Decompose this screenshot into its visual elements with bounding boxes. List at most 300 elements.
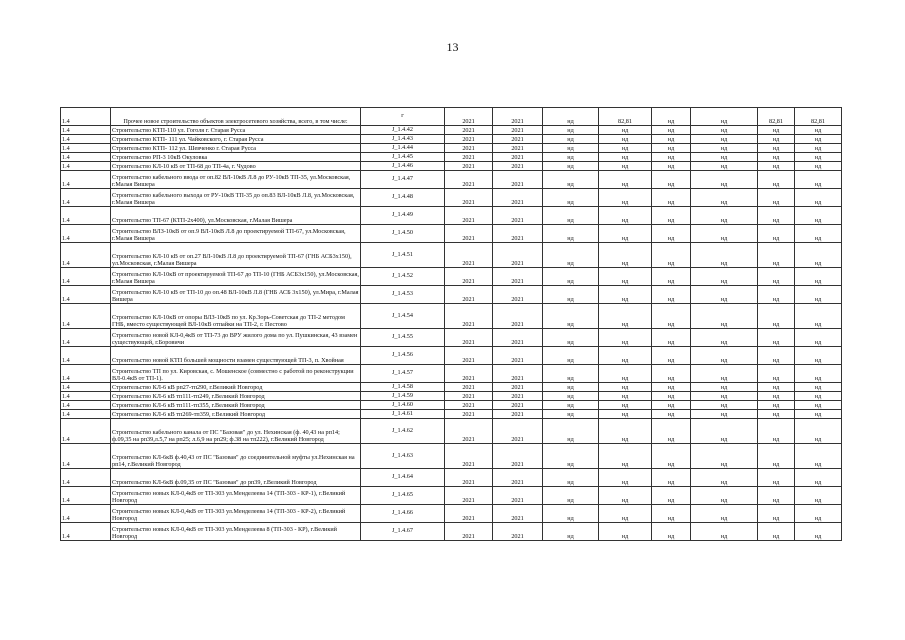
value-cell: нд bbox=[691, 304, 758, 329]
end-year-cell: 2021 bbox=[493, 243, 543, 268]
value-cell: нд bbox=[543, 225, 599, 243]
value-cell: нд bbox=[691, 444, 758, 469]
start-year-cell: 2021 bbox=[445, 401, 493, 410]
project-code-cell: J_1.4.63 bbox=[361, 444, 445, 469]
start-year-cell: 2021 bbox=[445, 419, 493, 444]
section-cell: 1.4 bbox=[61, 171, 111, 189]
value-cell: нд bbox=[652, 410, 691, 419]
section-cell: 1.4 bbox=[61, 225, 111, 243]
project-code-cell: J_1.4.50 bbox=[361, 225, 445, 243]
value-cell: нд bbox=[599, 144, 652, 153]
value-cell: нд bbox=[543, 153, 599, 162]
table-row bbox=[61, 171, 842, 189]
value-cell: нд bbox=[652, 444, 691, 469]
value-cell: нд bbox=[758, 419, 795, 444]
project-code-cell: J_1.4.43 bbox=[361, 135, 445, 144]
section-cell: 1.4 bbox=[61, 286, 111, 304]
end-year-cell: 2021 bbox=[493, 365, 543, 383]
value-cell: нд bbox=[691, 189, 758, 207]
start-year-cell: 2021 bbox=[445, 392, 493, 401]
value-cell: нд bbox=[543, 189, 599, 207]
project-code-cell: J_1.4.54 bbox=[361, 304, 445, 329]
value-cell: нд bbox=[652, 469, 691, 487]
value-cell: нд bbox=[691, 392, 758, 401]
value-cell: нд bbox=[691, 225, 758, 243]
value-cell: нд bbox=[691, 268, 758, 286]
end-year-cell: 2021 bbox=[493, 135, 543, 144]
start-year-cell: 2021 bbox=[445, 268, 493, 286]
value-cell: нд bbox=[543, 419, 599, 444]
value-cell: нд bbox=[795, 505, 842, 523]
end-year-cell: 2021 bbox=[493, 126, 543, 135]
value-cell: нд bbox=[599, 268, 652, 286]
project-code-cell: J_1.4.53 bbox=[361, 286, 445, 304]
table-row bbox=[61, 286, 842, 304]
table-row bbox=[61, 162, 842, 171]
end-year-cell: 2021 bbox=[493, 153, 543, 162]
start-year-cell: 2021 bbox=[445, 243, 493, 268]
value-cell: нд bbox=[599, 487, 652, 505]
project-name-cell: Строительство КЛ-6кВ ф.40,43 от ПС "Базовая" до соединительной муфты ул.Нехинская на рп14, г.Великий Новгород bbox=[111, 444, 361, 469]
value-cell: нд bbox=[795, 153, 842, 162]
value-cell: нд bbox=[795, 383, 842, 392]
table-row bbox=[61, 469, 842, 487]
value-cell: нд bbox=[795, 286, 842, 304]
value-cell: нд bbox=[599, 126, 652, 135]
value-cell: нд bbox=[758, 126, 795, 135]
value-cell: нд bbox=[795, 225, 842, 243]
value-cell: нд bbox=[652, 329, 691, 347]
project-name-cell: Строительство КЛ-6 кВ тп111-тп249, г.Великий Новгород bbox=[111, 392, 361, 401]
value-cell: нд bbox=[691, 329, 758, 347]
end-year-cell: 2021 bbox=[493, 108, 543, 126]
project-name-cell: Строительство кабельного ввода от оп.82 ВЛ-10кВ Л.8 до РУ-10кВ ТП-35, ул.Московская, г.Малая Вишера bbox=[111, 171, 361, 189]
table-row bbox=[61, 347, 842, 365]
investment-table bbox=[60, 107, 842, 541]
value-cell: нд bbox=[652, 207, 691, 225]
value-cell: нд bbox=[543, 144, 599, 153]
value-cell: нд bbox=[691, 469, 758, 487]
table-row bbox=[61, 329, 842, 347]
value-cell: нд bbox=[543, 444, 599, 469]
project-code-cell: J_1.4.58 bbox=[361, 383, 445, 392]
value-cell: нд bbox=[691, 365, 758, 383]
project-code-cell: J_1.4.47 bbox=[361, 171, 445, 189]
project-code-cell: J_1.4.52 bbox=[361, 268, 445, 286]
value-cell: нд bbox=[758, 329, 795, 347]
section-cell: 1.4 bbox=[61, 419, 111, 444]
end-year-cell: 2021 bbox=[493, 419, 543, 444]
start-year-cell: 2021 bbox=[445, 144, 493, 153]
value-cell: нд bbox=[543, 410, 599, 419]
project-code-cell: J_1.4.65 bbox=[361, 487, 445, 505]
end-year-cell: 2021 bbox=[493, 401, 543, 410]
value-cell: 82,81 bbox=[758, 108, 795, 126]
value-cell: нд bbox=[543, 268, 599, 286]
value-cell: нд bbox=[652, 392, 691, 401]
value-cell: нд bbox=[599, 383, 652, 392]
end-year-cell: 2021 bbox=[493, 304, 543, 329]
value-cell: нд bbox=[795, 401, 842, 410]
value-cell: нд bbox=[599, 401, 652, 410]
value-cell: нд bbox=[652, 347, 691, 365]
value-cell: нд bbox=[795, 126, 842, 135]
project-code-cell: J_1.4.51 bbox=[361, 243, 445, 268]
value-cell: нд bbox=[652, 243, 691, 268]
value-cell: нд bbox=[795, 347, 842, 365]
section-cell: 1.4 bbox=[61, 207, 111, 225]
value-cell: нд bbox=[691, 144, 758, 153]
project-code-cell: J_1.4.59 bbox=[361, 392, 445, 401]
project-code-cell: J_1.4.46 bbox=[361, 162, 445, 171]
start-year-cell: 2021 bbox=[445, 304, 493, 329]
project-name-cell: Прочее новое строительство объектов электросетевого хозяйства, всего, в том числе: bbox=[111, 108, 361, 126]
table-row bbox=[61, 126, 842, 135]
start-year-cell: 2021 bbox=[445, 153, 493, 162]
project-name-cell: Строительство КТП- 112 ул. Шевченко г. Старая Русса bbox=[111, 144, 361, 153]
value-cell: нд bbox=[795, 268, 842, 286]
value-cell: нд bbox=[652, 144, 691, 153]
end-year-cell: 2021 bbox=[493, 268, 543, 286]
value-cell: нд bbox=[758, 383, 795, 392]
value-cell: нд bbox=[543, 523, 599, 541]
start-year-cell: 2021 bbox=[445, 329, 493, 347]
section-cell: 1.4 bbox=[61, 153, 111, 162]
value-cell: нд bbox=[543, 347, 599, 365]
section-cell: 1.4 bbox=[61, 505, 111, 523]
start-year-cell: 2021 bbox=[445, 162, 493, 171]
end-year-cell: 2021 bbox=[493, 189, 543, 207]
value-cell: нд bbox=[691, 135, 758, 144]
project-name-cell: Строительство КЛ-10 кВ от оп.27 ВЛ-10кВ Л.8 до проектируемой ТП-67 (ГНБ АСБ3х150), ул.Московская, г.Малая Вишера bbox=[111, 243, 361, 268]
value-cell: нд bbox=[795, 162, 842, 171]
value-cell: нд bbox=[691, 286, 758, 304]
value-cell: нд bbox=[543, 135, 599, 144]
project-code-cell: J_1.4.61 bbox=[361, 410, 445, 419]
end-year-cell: 2021 bbox=[493, 162, 543, 171]
start-year-cell: 2021 bbox=[445, 171, 493, 189]
end-year-cell: 2021 bbox=[493, 383, 543, 392]
value-cell: нд bbox=[691, 487, 758, 505]
value-cell: нд bbox=[795, 419, 842, 444]
project-name-cell: Строительство КЛ-6 кВ рп27-тп290, г.Великий Новгород bbox=[111, 383, 361, 392]
value-cell: нд bbox=[758, 171, 795, 189]
table-row bbox=[61, 410, 842, 419]
value-cell: нд bbox=[691, 410, 758, 419]
section-cell: 1.4 bbox=[61, 365, 111, 383]
section-cell: 1.4 bbox=[61, 126, 111, 135]
value-cell: нд bbox=[652, 401, 691, 410]
project-name-cell: Строительство КЛ-6 кВ тп111-тп355, г.Великий Новгород bbox=[111, 401, 361, 410]
project-name-cell: Строительство новых КЛ-0,4кВ от ТП-303 ул.Менделеева 14 (ТП-303 - КР-1), г.Великий Новгород bbox=[111, 487, 361, 505]
value-cell: нд bbox=[691, 347, 758, 365]
project-name-cell: Строительство КЛ-10 кВ от ТП-68 до ТП-4а, г. Чудово bbox=[111, 162, 361, 171]
value-cell: нд bbox=[599, 392, 652, 401]
value-cell: нд bbox=[599, 365, 652, 383]
section-cell: 1.4 bbox=[61, 144, 111, 153]
project-name-cell: Строительство новых КЛ-0,4кВ от ТП-303 ул.Менделеева 14 (ТП-303 - КР-2), г.Великий Новгород bbox=[111, 505, 361, 523]
value-cell: нд bbox=[758, 162, 795, 171]
section-cell: 1.4 bbox=[61, 189, 111, 207]
table-row bbox=[61, 189, 842, 207]
value-cell: нд bbox=[652, 108, 691, 126]
start-year-cell: 2021 bbox=[445, 286, 493, 304]
value-cell: нд bbox=[795, 189, 842, 207]
table-row bbox=[61, 135, 842, 144]
project-code-cell: J_1.4.44 bbox=[361, 144, 445, 153]
value-cell: нд bbox=[599, 153, 652, 162]
value-cell: нд bbox=[543, 207, 599, 225]
value-cell: нд bbox=[599, 243, 652, 268]
page-number: 13 bbox=[446, 40, 459, 54]
start-year-cell: 2021 bbox=[445, 108, 493, 126]
value-cell: нд bbox=[795, 523, 842, 541]
value-cell: нд bbox=[599, 304, 652, 329]
value-cell: нд bbox=[691, 153, 758, 162]
table-row bbox=[61, 207, 842, 225]
section-cell: 1.4 bbox=[61, 243, 111, 268]
end-year-cell: 2021 bbox=[493, 523, 543, 541]
value-cell: нд bbox=[599, 410, 652, 419]
project-code-cell: J_1.4.45 bbox=[361, 153, 445, 162]
project-code-cell: J_1.4.66 bbox=[361, 505, 445, 523]
value-cell: нд bbox=[543, 505, 599, 523]
value-cell: нд bbox=[652, 171, 691, 189]
project-name-cell: Строительство новой КТП большей мощности взамен существующей ТП-3, п. Хвойная bbox=[111, 347, 361, 365]
project-code-cell: J_1.4.48 bbox=[361, 189, 445, 207]
project-name-cell: Строительство ВЛЗ-10кВ от оп.9 ВЛ-10кВ Л.8 до проектируемой ТП-67, ул.Московская, г.Малая Вишера bbox=[111, 225, 361, 243]
project-name-cell: Строительство КТП- 111 ул. Чайковского, г. Старая Русса bbox=[111, 135, 361, 144]
value-cell: нд bbox=[652, 383, 691, 392]
value-cell: нд bbox=[691, 126, 758, 135]
value-cell: нд bbox=[691, 523, 758, 541]
value-cell: нд bbox=[543, 401, 599, 410]
section-cell: 1.4 bbox=[61, 392, 111, 401]
value-cell: нд bbox=[543, 108, 599, 126]
value-cell: нд bbox=[691, 505, 758, 523]
value-cell: нд bbox=[599, 419, 652, 444]
value-cell: нд bbox=[599, 469, 652, 487]
section-cell: 1.4 bbox=[61, 347, 111, 365]
project-name-cell: Строительство новых КЛ-0,4кВ от ТП-303 ул.Менделеева 8 (ТП-303 - КР), г.Великий Новгород bbox=[111, 523, 361, 541]
section-cell: 1.4 bbox=[61, 108, 111, 126]
section-cell: 1.4 bbox=[61, 444, 111, 469]
value-cell: нд bbox=[691, 108, 758, 126]
value-cell: нд bbox=[543, 383, 599, 392]
value-cell: нд bbox=[691, 207, 758, 225]
end-year-cell: 2021 bbox=[493, 487, 543, 505]
project-name-cell: Строительство КЛ-6 кВ тп269-тп359, г.Великий Новгород bbox=[111, 410, 361, 419]
value-cell: нд bbox=[691, 383, 758, 392]
value-cell: нд bbox=[543, 286, 599, 304]
value-cell: нд bbox=[652, 365, 691, 383]
end-year-cell: 2021 bbox=[493, 469, 543, 487]
table-row bbox=[61, 108, 842, 126]
section-cell: 1.4 bbox=[61, 135, 111, 144]
value-cell: нд bbox=[795, 171, 842, 189]
table-row bbox=[61, 304, 842, 329]
section-cell: 1.4 bbox=[61, 523, 111, 541]
value-cell: нд bbox=[795, 144, 842, 153]
value-cell: нд bbox=[652, 304, 691, 329]
value-cell: нд bbox=[599, 171, 652, 189]
value-cell: нд bbox=[758, 268, 795, 286]
table-body bbox=[61, 108, 842, 541]
value-cell: нд bbox=[795, 410, 842, 419]
section-cell: 1.4 bbox=[61, 383, 111, 392]
value-cell: нд bbox=[652, 225, 691, 243]
section-cell: 1.4 bbox=[61, 162, 111, 171]
value-cell: нд bbox=[599, 162, 652, 171]
start-year-cell: 2021 bbox=[445, 383, 493, 392]
end-year-cell: 2021 bbox=[493, 171, 543, 189]
section-cell: 1.4 bbox=[61, 268, 111, 286]
value-cell: нд bbox=[599, 286, 652, 304]
project-name-cell: Строительство КЛ-10 кВ от ТП-10 до оп.48 ВЛ-10кВ Л.8 (ГНБ АСБ 3х150), ул.Мира, г.Малая Вишера bbox=[111, 286, 361, 304]
value-cell: нд bbox=[795, 329, 842, 347]
table-row bbox=[61, 243, 842, 268]
table-row bbox=[61, 444, 842, 469]
value-cell: нд bbox=[543, 487, 599, 505]
project-code-cell: J_1.4.57 bbox=[361, 365, 445, 383]
project-name-cell: Строительство КТП-110 ул. Гоголя г. Старая Русса bbox=[111, 126, 361, 135]
project-code-cell: г bbox=[361, 108, 445, 126]
project-code-cell: J_1.4.42 bbox=[361, 126, 445, 135]
table-row bbox=[61, 153, 842, 162]
table-row bbox=[61, 419, 842, 444]
value-cell: нд bbox=[543, 392, 599, 401]
end-year-cell: 2021 bbox=[493, 392, 543, 401]
value-cell: нд bbox=[691, 243, 758, 268]
project-code-cell: J_1.4.62 bbox=[361, 419, 445, 444]
start-year-cell: 2021 bbox=[445, 523, 493, 541]
value-cell: нд bbox=[795, 365, 842, 383]
table-row bbox=[61, 225, 842, 243]
table-row bbox=[61, 268, 842, 286]
value-cell: нд bbox=[758, 207, 795, 225]
project-name-cell: Строительство КЛ-10кВ от проектируемой ТП-67 до ТП-10 (ГНБ АСБ3х150), ул.Московская, г.Малая Вишера bbox=[111, 268, 361, 286]
end-year-cell: 2021 bbox=[493, 505, 543, 523]
value-cell: нд bbox=[758, 225, 795, 243]
value-cell: нд bbox=[795, 487, 842, 505]
value-cell: 82,81 bbox=[599, 108, 652, 126]
table-row bbox=[61, 523, 842, 541]
value-cell: нд bbox=[543, 162, 599, 171]
table-row bbox=[61, 392, 842, 401]
value-cell: нд bbox=[691, 401, 758, 410]
value-cell: нд bbox=[691, 419, 758, 444]
value-cell: нд bbox=[652, 505, 691, 523]
section-cell: 1.4 bbox=[61, 469, 111, 487]
value-cell: нд bbox=[543, 243, 599, 268]
value-cell: нд bbox=[652, 189, 691, 207]
table-row bbox=[61, 505, 842, 523]
value-cell: нд bbox=[758, 487, 795, 505]
project-name-cell: Строительство новой КЛ-0,4кВ от ТП-73 до ВРУ жилого дома по ул. Пушкинская, 43 взамен существующей, г.Боровичи bbox=[111, 329, 361, 347]
start-year-cell: 2021 bbox=[445, 410, 493, 419]
value-cell: нд bbox=[795, 304, 842, 329]
section-cell: 1.4 bbox=[61, 410, 111, 419]
value-cell: нд bbox=[758, 401, 795, 410]
section-cell: 1.4 bbox=[61, 329, 111, 347]
project-name-cell: Строительство кабельного выхода от РУ-10кВ ТП-35 до оп.83 ВЛ-10кВ Л.8, ул.Московская, г.Малая Вишера bbox=[111, 189, 361, 207]
value-cell: нд bbox=[758, 469, 795, 487]
table-row bbox=[61, 383, 842, 392]
value-cell: нд bbox=[758, 410, 795, 419]
value-cell: нд bbox=[758, 243, 795, 268]
value-cell: нд bbox=[543, 469, 599, 487]
value-cell: нд bbox=[795, 243, 842, 268]
value-cell: нд bbox=[543, 171, 599, 189]
end-year-cell: 2021 bbox=[493, 286, 543, 304]
value-cell: нд bbox=[599, 329, 652, 347]
project-code-cell: J_1.4.67 bbox=[361, 523, 445, 541]
value-cell: нд bbox=[652, 419, 691, 444]
start-year-cell: 2021 bbox=[445, 505, 493, 523]
value-cell: нд bbox=[795, 444, 842, 469]
value-cell: нд bbox=[652, 523, 691, 541]
section-cell: 1.4 bbox=[61, 401, 111, 410]
start-year-cell: 2021 bbox=[445, 487, 493, 505]
value-cell: нд bbox=[795, 207, 842, 225]
start-year-cell: 2021 bbox=[445, 444, 493, 469]
value-cell: нд bbox=[652, 162, 691, 171]
start-year-cell: 2021 bbox=[445, 126, 493, 135]
value-cell: нд bbox=[758, 304, 795, 329]
start-year-cell: 2021 bbox=[445, 365, 493, 383]
project-name-cell: Строительство кабельного канала от ПС "Базовая" до ул. Нехинская (ф. 40,43 на рп14; ф.09,35 на рп39,л.5,7 на рп25; л.6,9 на рп29; ф.38 на тп222), г.Великий Новгород bbox=[111, 419, 361, 444]
end-year-cell: 2021 bbox=[493, 347, 543, 365]
value-cell: нд bbox=[795, 135, 842, 144]
project-code-cell: J_1.4.60 bbox=[361, 401, 445, 410]
value-cell: нд bbox=[758, 523, 795, 541]
value-cell: нд bbox=[758, 365, 795, 383]
value-cell: 82,81 bbox=[795, 108, 842, 126]
end-year-cell: 2021 bbox=[493, 207, 543, 225]
value-cell: нд bbox=[652, 126, 691, 135]
value-cell: нд bbox=[652, 286, 691, 304]
start-year-cell: 2021 bbox=[445, 469, 493, 487]
table-row bbox=[61, 401, 842, 410]
project-name-cell: Строительство ТП-67 (КТП-2х400), ул.Московская, г.Малая Вишера bbox=[111, 207, 361, 225]
value-cell: нд bbox=[691, 171, 758, 189]
value-cell: нд bbox=[758, 444, 795, 469]
project-code-cell: J_1.4.64 bbox=[361, 469, 445, 487]
value-cell: нд bbox=[652, 153, 691, 162]
project-code-cell: J_1.4.56 bbox=[361, 347, 445, 365]
value-cell: нд bbox=[599, 207, 652, 225]
start-year-cell: 2021 bbox=[445, 347, 493, 365]
value-cell: нд bbox=[652, 268, 691, 286]
table-row bbox=[61, 487, 842, 505]
end-year-cell: 2021 bbox=[493, 444, 543, 469]
value-cell: нд bbox=[543, 329, 599, 347]
project-code-cell: J_1.4.55 bbox=[361, 329, 445, 347]
value-cell: нд bbox=[543, 126, 599, 135]
start-year-cell: 2021 bbox=[445, 135, 493, 144]
value-cell: нд bbox=[758, 505, 795, 523]
section-cell: 1.4 bbox=[61, 304, 111, 329]
section-cell: 1.4 bbox=[61, 487, 111, 505]
table-row bbox=[61, 365, 842, 383]
value-cell: нд bbox=[758, 189, 795, 207]
end-year-cell: 2021 bbox=[493, 329, 543, 347]
value-cell: нд bbox=[652, 487, 691, 505]
project-name-cell: Строительство ТП по ул. Кировская, с. Мошенское (совместно с работой по реконструкции ВЛ-0.4кВ от ТП-1). bbox=[111, 365, 361, 383]
start-year-cell: 2021 bbox=[445, 225, 493, 243]
value-cell: нд bbox=[795, 392, 842, 401]
start-year-cell: 2021 bbox=[445, 189, 493, 207]
